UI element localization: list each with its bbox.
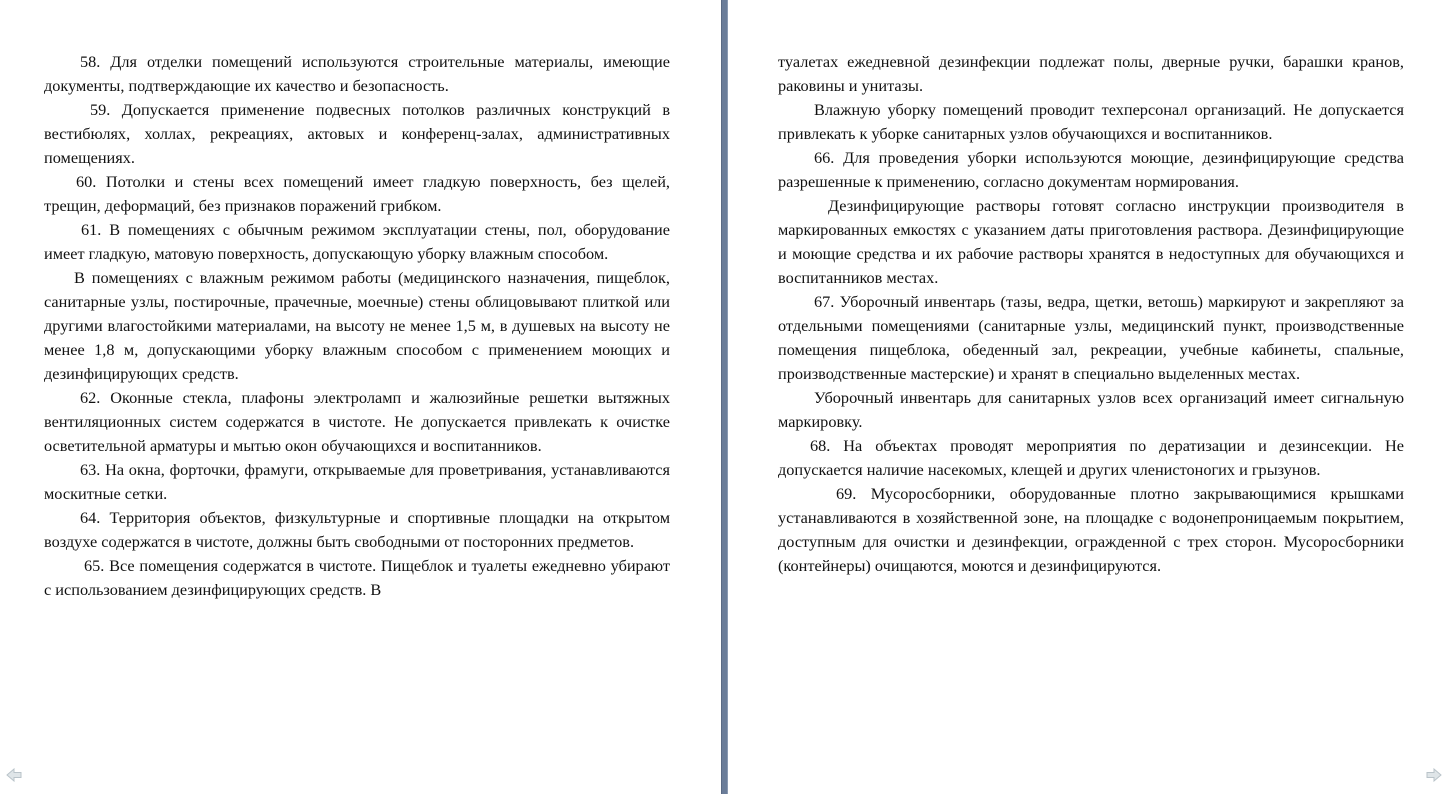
- paragraph-61: 61. В помещениях с обычным режимом эксплуатации стены, пол, оборудование имеет гладкую, матовую поверхность, допускающую уборку влажным способом.: [44, 220, 670, 263]
- paragraph-67-signal: Уборочный инвентарь для санитарных узлов всех организаций имеет сигнальную маркировку.: [778, 388, 1404, 431]
- paragraph-65: 65. Все помещения содержатся в чистоте. Пищеблок и туалеты ежедневно убирают с использованием дезинфицирующих средств. В: [44, 556, 670, 599]
- paragraph-68: 68. На объектах проводят мероприятия по дератизации и дезинсекции. Не допускается наличие насекомых, клещей и других членистоногих и грызунов.: [778, 436, 1404, 479]
- paragraph-62: 62. Оконные стекла, плафоны электроламп и жалюзийные решетки вытяжных вентиляционных систем содержатся в чистоте. Не допускается привлекать к очистке осветительной арматуры и мытью окон обучающихся и воспитанников.: [44, 388, 670, 455]
- arrow-right-icon[interactable]: [1426, 768, 1442, 782]
- paragraph-67: 67. Уборочный инвентарь (тазы, ведра, щетки, ветошь) маркируют и закрепляют за отдельными помещениями (санитарные узлы, медицинский пункт, производственные помещения пищеблока, обеденный зал, рекреации, учебные кабинеты, спальные, производственные мастерские) и хранят в специально выделенных местах.: [778, 292, 1404, 383]
- paragraph-64: 64. Территория объектов, физкультурные и спортивные площадки на открытом воздухе содержатся в чистоте, должны быть свободными от посторонних предметов.: [44, 508, 670, 551]
- left-page-text: [44, 50, 670, 602]
- paragraph-60: 60. Потолки и стены всех помещений имеет гладкую поверхность, без щелей, трещин, деформаций, без признаков поражений грибком.: [44, 172, 670, 215]
- paragraph-65-continued: туалетах ежедневной дезинфекции подлежат полы, дверные ручки, барашки кранов, раковины и унитазы.: [778, 52, 1404, 95]
- left-page: [0, 0, 721, 794]
- paragraph-66-solutions: Дезинфицирующие растворы готовят согласно инструкции производителя в маркированных емкостях с указанием даты приготовления раствора. Дезинфицирующие и моющие средства и их рабочие растворы хранятся в недоступных для обучающихся и воспитанников местах.: [778, 196, 1404, 287]
- right-page: [728, 0, 1448, 794]
- right-page-text: [778, 50, 1404, 578]
- paragraph-59: 59. Допускается применение подвесных потолков различных конструкций в вестибюлях, холлах, рекреациях, актовых и конференц-залах, административных помещениях.: [44, 100, 670, 167]
- paragraph-58: 58. Для отделки помещений используются строительные материалы, имеющие документы, подтверждающие их качество и безопасность.: [44, 52, 670, 95]
- paragraph-69: 69. Мусоросборники, оборудованные плотно закрывающимися крышками устанавливаются в хозяйственной зоне, на площадке с водонепроницаемым покрытием, доступным для очистки и дезинфекции, огражденной с трех сторон. Мусоросборники (контейнеры) очищаются, моются и дезинфицируются.: [778, 484, 1404, 575]
- paragraph-61-wet-rooms: В помещениях с влажным режимом работы (медицинского назначения, пищеблок, санитарные узлы, постирочные, прачечные, моечные) стены облицовывают плиткой или другими влагостойкими материалами, на высоту не менее 1,5 м, в душевых на высоту не менее 1,8 м, допускающими уборку влажным способом с применением моющих и дезинфицирующих средств.: [44, 268, 670, 383]
- paragraph-65-wet-cleaning: Влажную уборку помещений проводит техперсонал организаций. Не допускается привлекать к уборке санитарных узлов обучающихся и воспитанников.: [778, 100, 1404, 143]
- page-divider: [721, 0, 728, 794]
- paragraph-66: 66. Для проведения уборки используются моющие, дезинфицирующие средства разрешенные к применению, согласно документам нормирования.: [778, 148, 1404, 191]
- arrow-left-icon[interactable]: [6, 768, 22, 782]
- paragraph-63: 63. На окна, форточки, фрамуги, открываемые для проветривания, устанавливаются москитные сетки.: [44, 460, 670, 503]
